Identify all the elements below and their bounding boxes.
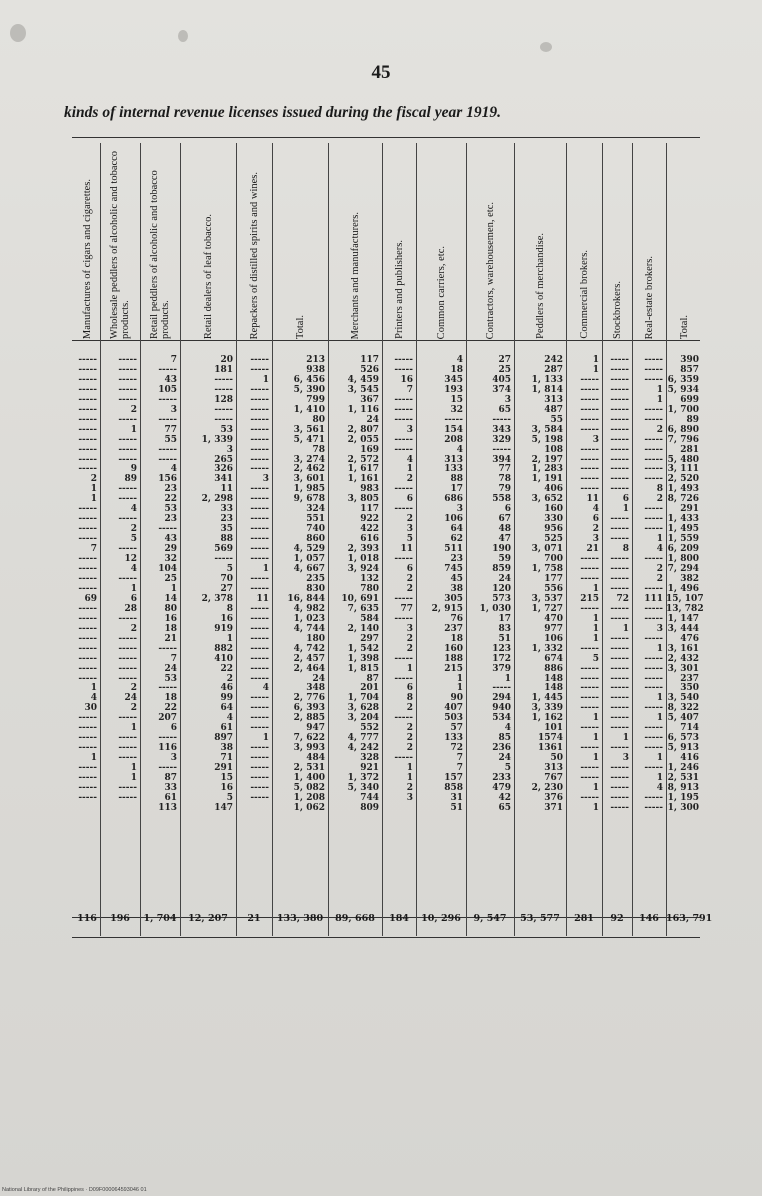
column-header-label: Stockbrokers. (611, 280, 623, 339)
column-header (180, 143, 236, 339)
table-column (100, 143, 140, 936)
table-column (416, 143, 466, 936)
column-divider (602, 143, 603, 936)
column-divider (632, 143, 633, 936)
column-header (514, 143, 566, 339)
table-column (140, 143, 180, 936)
column-values: 4 18 345 193 15 32 ----- 154 208 4 313 133 88 17 686 3 106 64 62 511 23 745 45 38 305 2, 915 76 237 18 160 188 215 1 1 90 407 503 57 133 72 7 7 157 858 31 51 (431, 355, 463, 813)
column-total: 184 (389, 913, 409, 924)
column-header (416, 143, 466, 339)
table-title: kinds of internal revenue licenses issued during the fiscal year 1919. (64, 104, 502, 121)
column-values: 117 526 4, 459 3, 545 367 1, 116 24 2, 807 2, 055 169 2, 572 1, 617 1, 161 983 3, 805 117 922 422 616 2, 393 1, 018 3, 924 132 780 10, 691 7, 635 584 2, 140 297 1, 542 1, 398 1, 815 87 201 1, 704 3, 628 3, 204 552 4, 777 4, 242 328 921 1, 372 5, 340 744 809 (341, 355, 379, 813)
table-column (236, 143, 272, 936)
column-header (140, 143, 180, 339)
column-values: 242 287 1, 133 1, 814 313 487 55 3, 584 5, 198 108 2, 197 1, 283 1, 191 406 3, 652 160 330 956 525 3, 071 700 1, 758 177 556 3, 537 1, 727 470 977 106 1, 332 674 886 148 148 1, 445 3, 339 1, 162 101 1574 1361 50 313 767 2, 230 376 371 (531, 355, 563, 813)
column-total: 133, 380 (276, 913, 324, 924)
column-total: 163, 791 (666, 913, 713, 924)
column-header (602, 143, 632, 339)
column-values: ----- ----- ----- ----- ----- ----- ----- ----- ----- ----- ----- ----- 2 1 1 ----- ----- ----- ----- 7 ----- ----- ----- ----- 69 ----- ----- ----- ----- ----- ----- ----- ----- 1 4 30 ----- ----- ----- ----- 1 ----- ----- ----- ----- (78, 355, 97, 803)
column-divider (416, 143, 417, 936)
table-column (466, 143, 514, 936)
table-column (566, 143, 602, 936)
column-values: 27 25 405 374 3 65 ----- 343 329 ----- 394 77 78 79 558 6 67 48 47 190 59 859 24 120 573 1, 030 17 83 51 123 172 379 1 ----- 294 940 534 4 85 236 24 5 233 479 42 65 (479, 355, 511, 813)
paper-spot (540, 42, 552, 52)
column-values: ----- ----- ----- ----- ----- 2 ----- 1 ----- ----- ----- 9 89 ----- ----- 4 ----- 2 5 ----- 12 4 ----- 1 6 28 ----- 2 ----- ----- ----- ----- ----- 2 24 2 ----- 1 ----- ----- ----- 1 1 ----- ----- (118, 355, 137, 803)
top-rule (72, 137, 700, 138)
column-total: 146 (639, 913, 659, 924)
column-header-label: Manufactures of cigars and cigarettes. (81, 178, 93, 339)
column-header-label: Total. (294, 314, 306, 339)
column-header-label: Peddlers of merchandise. (534, 233, 546, 339)
column-values: ----- ----- 1 ----- ----- ----- ----- ----- ----- ----- ----- ----- 3 ----- ----- ----- ----- ----- ----- ----- ----- 1 ----- ----- 11 ----- ----- ----- ----- ----- ----- ----- ----- 4 ----- ----- ----- ----- 1 ----- ----- ----- ----- ----- ----- (250, 355, 269, 803)
column-divider (140, 143, 141, 936)
column-total: 12, 207 (188, 913, 228, 924)
column-header (236, 143, 272, 339)
column-header (272, 143, 328, 339)
table-column (382, 143, 416, 936)
paper-spot (10, 24, 26, 42)
table-column (272, 143, 328, 936)
column-divider (514, 143, 515, 936)
column-total: 21 (247, 913, 261, 924)
column-values: 1 1 ----- ----- ----- ----- ----- ----- 3 ----- ----- ----- ----- ----- 11 4 6 2 3 21 ----- ----- ----- 1 215 ----- 1 1 1 ----- 5 ----- ----- ----- ----- ----- 1 ----- 1 ----- 1 ----- ----- 1 ----- 1 (580, 355, 599, 813)
column-header-label: Commercial brokers. (578, 250, 590, 339)
column-header-label: Retail dealers of leaf tobacco. (202, 213, 214, 339)
column-header-label: Merchants and manufacturers. (349, 211, 361, 339)
column-divider (180, 143, 181, 936)
column-total: 53, 577 (520, 913, 560, 924)
column-header (382, 143, 416, 339)
column-header-label: Common carriers, etc. (435, 245, 447, 339)
column-values: 213 938 6, 456 5, 390 799 1, 410 80 3, 561 5, 471 78 3, 274 2, 462 3, 601 1, 985 9, 678 324 551 740 860 4, 529 1, 057 4, 667 235 830 16, 844 4, 982 1, 023 4, 744 180 4, 742 2, 457 2, 464 24 348 2, 776 6, 393 2, 885 947 7, 622 3, 993 484 2, 531 1, 400 5, 082 1, 208 1, 062 (287, 355, 325, 813)
column-total: 116 (77, 913, 97, 924)
archive-footer: National Library of the Philippines · D09F000064593046 01 (2, 1187, 147, 1193)
column-header-label: Printers and publishers. (393, 240, 405, 339)
column-values: 7 ----- 43 105 ----- 3 ----- 77 55 ----- ----- 4 156 23 22 53 23 ----- 43 29 32 104 25 1 14 80 16 18 21 ----- 7 24 53 ----- 18 22 207 6 ----- 116 3 ----- 87 33 61 113 (158, 355, 177, 813)
page-number: 45 (371, 62, 391, 83)
table-column (666, 143, 713, 936)
column-header (328, 143, 382, 339)
column-header-label: Real-estate brokers. (643, 255, 655, 339)
bottom-rule (72, 937, 700, 938)
column-header (100, 143, 140, 339)
column-divider (236, 143, 237, 936)
column-header-label: Wholesale peddlers of alcoholic and tobacco products. (109, 150, 131, 339)
column-values: ----- ----- ----- ----- ----- ----- ----- ----- ----- ----- ----- ----- ----- ----- 6 1 ----- ----- ----- 8 ----- ----- ----- ----- 72 ----- ----- 1 ----- ----- ----- ----- ----- ----- ----- ----- ----- ----- 1 ----- 3 ----- ----- ----- ----- ----- (610, 355, 629, 813)
column-divider (566, 143, 567, 936)
column-values: ----- ----- ----- 1 1 ----- ----- 2 ----- ----- ----- ----- ----- 8 2 ----- ----- ----- 1 4 ----- 2 2 ----- 111 ----- ----- 3 ----- 1 ----- ----- ----- ----- 1 ----- 1 ----- ----- ----- 1 ----- 1 4 ----- ----- (644, 355, 663, 813)
column-total: 196 (110, 913, 130, 924)
column-header (566, 143, 602, 339)
column-divider (382, 143, 383, 936)
column-divider (466, 143, 467, 936)
column-total: 89, 668 (335, 913, 375, 924)
column-divider (100, 143, 101, 936)
column-divider (328, 143, 329, 936)
column-divider (666, 143, 667, 936)
column-header (466, 143, 514, 339)
table-column (514, 143, 566, 936)
table-column (180, 143, 236, 936)
paper-spot (178, 30, 188, 42)
table-column (328, 143, 382, 936)
column-total: 10, 296 (421, 913, 461, 924)
column-values: 390 857 6, 359 5, 934 699 1, 700 89 6, 890 7, 796 281 5, 480 3, 111 2, 520 1, 493 8, 726 291 1, 433 1, 495 1, 559 6, 209 1, 800 7, 294 382 1, 496 15, 107 13, 782 1, 147 3, 444 476 3, 161 2, 432 3, 301 237 350 3, 540 8, 322 5, 407 714 6, 573 5, 913 416 1, 246 2, 531 8, 913 1, 195 1, 300 (666, 355, 704, 813)
column-total: 9, 547 (473, 913, 507, 924)
column-header-label: Contractors, warehousemen, etc. (484, 201, 496, 339)
column-header-label: Total. (678, 314, 690, 339)
column-total: 92 (610, 913, 624, 924)
table-column (632, 143, 666, 936)
column-header (74, 143, 100, 339)
column-header (632, 143, 666, 339)
column-header (666, 143, 702, 339)
table-column (74, 143, 100, 936)
column-values: 20 181 ----- ----- 128 ----- ----- 53 1, 339 3 265 326 341 11 2, 298 33 23 35 88 569 ----- 5 70 27 2, 378 8 16 919 1 882 410 22 2 46 99 64 4 61 897 38 71 291 15 16 5 147 (201, 355, 233, 813)
column-header-label: Repackers of distilled spirits and wines. (248, 171, 260, 339)
column-values: ----- ----- 16 7 ----- ----- ----- 3 ----- ----- 4 1 2 ----- 6 ----- 2 3 5 11 ----- 6 2 2 ----- 77 ----- 3 2 2 ----- 1 ----- 6 8 2 ----- 2 2 2 ----- 1 1 2 3 (394, 355, 413, 803)
column-total: 281 (574, 913, 594, 924)
column-total: 1, 704 (143, 913, 177, 924)
column-header-label: Retail peddlers of alcoholic and tobacco products. (149, 170, 171, 339)
table-column (602, 143, 632, 936)
column-divider (272, 143, 273, 936)
